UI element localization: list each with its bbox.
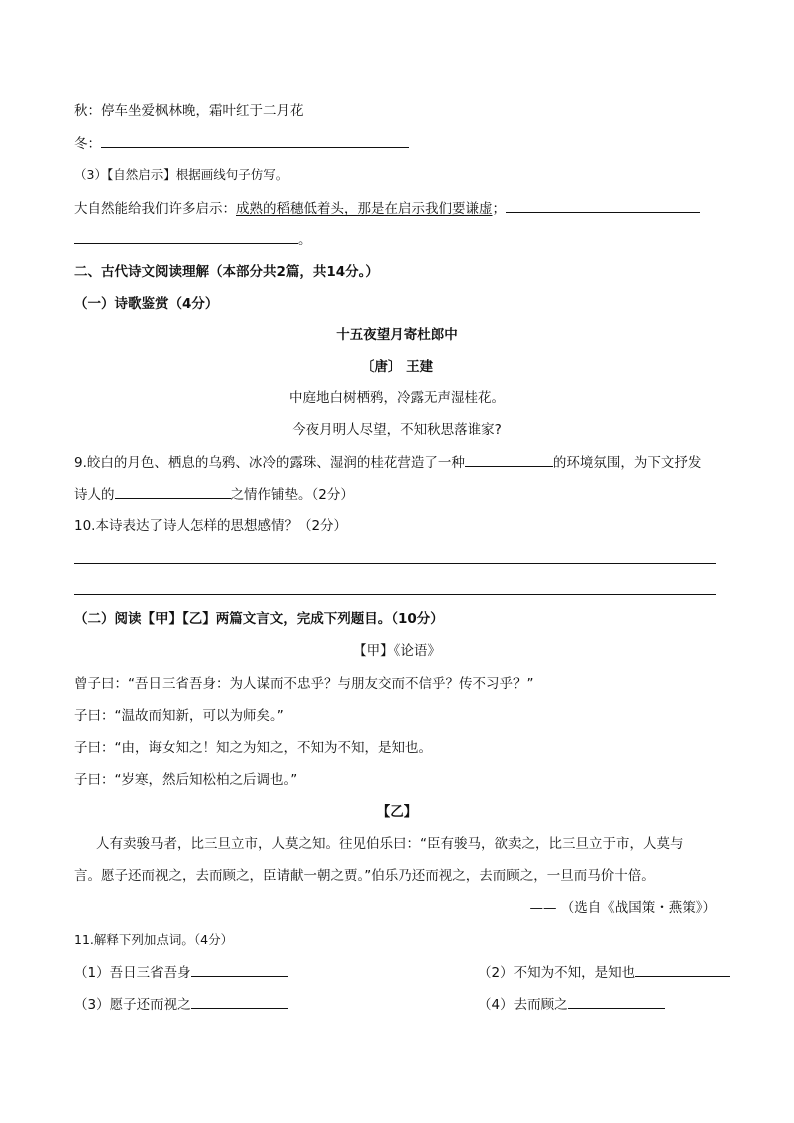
q10-answer-line-2[interactable] — [74, 594, 716, 595]
poem-line-1-text: 中庭地白树栖鸦，冷露无声湿桂花。 — [289, 390, 505, 406]
q11-row-2 — [74, 994, 716, 1015]
yi-title — [0, 802, 794, 822]
yi-paragraph-line-1 — [96, 834, 716, 854]
jia-title-text: 【甲】《论语》 — [353, 643, 441, 659]
yi-paragraph-line-2 — [74, 866, 716, 886]
poem-author — [0, 357, 794, 377]
yi-source — [74, 898, 716, 918]
jia-line-4 — [74, 770, 716, 790]
yi-title-text: 【乙】 — [376, 804, 418, 820]
q11-answer-blank-1[interactable] — [191, 962, 288, 977]
section2-sub1 — [74, 294, 716, 314]
q9-line1 — [74, 452, 716, 473]
q11-answer-blank-3[interactable] — [191, 994, 288, 1009]
q10-answer-line-1[interactable] — [74, 563, 716, 564]
yi-source-text: —— （选自《战国策・燕策》） — [529, 900, 716, 916]
section2-title-text: 二、古代诗文阅读理解（本部分共2篇，共14分。） — [74, 264, 379, 280]
poem-line-2 — [0, 420, 794, 440]
jia-line-4-text: 子曰：“岁寒，然后知松柏之后调也。” — [74, 772, 298, 788]
winter-label: 冬： — [74, 136, 101, 152]
q9-part1: 9.皎白的月色、栖息的乌鸦、冰冷的露珠、湿润的桂花营造了一种 — [74, 455, 465, 471]
q9-part2: 的环境氛围，为下文抒发 — [552, 455, 702, 471]
q3-answer-blank-1[interactable] — [506, 198, 700, 213]
jia-line-1-text: 曾子曰：“吾日三省吾身：为人谋而不忠乎？与朋友交而不信乎？传不习乎？” — [74, 676, 534, 692]
q9-part4: 之情作铺垫。（2分） — [230, 487, 354, 503]
section2-sub1-text: （一）诗歌鉴赏（4分） — [74, 296, 219, 312]
section2-sub2 — [74, 609, 716, 629]
q3-end: 。 — [298, 232, 312, 248]
q11-row-1 — [74, 962, 716, 983]
poem-title-text: 十五夜望月寄杜郎中 — [336, 327, 458, 343]
poem-line-2-text: 今夜月明人尽望，不知秋思落谁家? — [292, 422, 502, 438]
q11-item-4: （4）去而顾之 — [478, 997, 568, 1013]
q3-line2 — [74, 229, 716, 250]
q3-underlined-sentence: 成熟的稻穗低着头，那是在启示我们要谦虚 — [236, 201, 493, 217]
q11-heading-text: 11.解释下列加点词。（4分） — [74, 932, 234, 947]
q3-prefix: 大自然能给我们许多启示： — [74, 201, 236, 217]
q11-item-2: （2）不知为不知，是知也 — [478, 965, 636, 981]
q11-item-3: （3）愿子还而视之 — [74, 997, 191, 1013]
jia-line-3-text: 子曰：“由，诲女知之！知之为知之，不知为不知，是知也。 — [74, 740, 432, 756]
q9-answer-blank-1[interactable] — [465, 452, 553, 467]
yi-paragraph-line-2-text: 言。愿子还而视之，去而顾之，臣请献一朝之贾。”伯乐乃还而视之，去而顾之，一旦而马价十倍。 — [74, 868, 655, 884]
jia-line-2 — [74, 706, 716, 726]
q11-answer-blank-2[interactable] — [635, 962, 730, 977]
q11-item-4-wrap — [478, 994, 665, 1015]
q9-answer-blank-2[interactable] — [115, 484, 231, 499]
yi-paragraph-line-1-text: 人有卖骏马者，比三旦立市，人莫之知。往见伯乐曰：“臣有骏马，欲卖之，比三旦立于市，人莫与 — [96, 836, 684, 852]
winter-answer-blank[interactable] — [101, 133, 409, 148]
q3-heading-text: （3）【自然启示】根据画线句子仿写。 — [74, 167, 289, 182]
q9-part3: 诗人的 — [74, 487, 115, 503]
poem-author-text: 〔唐〕 王建 — [360, 359, 434, 375]
q11-item-1: （1）吾日三省吾身 — [74, 965, 191, 981]
q11-heading — [74, 930, 716, 950]
q11-item-2-wrap — [478, 962, 730, 983]
jia-line-1 — [74, 674, 716, 694]
section2-sub2-text: （二）阅读【甲】【乙】两篇文言文，完成下列题目。（10分） — [74, 611, 444, 627]
jia-line-3 — [74, 738, 716, 758]
jia-title — [0, 641, 794, 661]
q3-answer-blank-2[interactable] — [74, 229, 298, 244]
q10-question-text: 10.本诗表达了诗人怎样的思想感情？（2分） — [74, 518, 348, 534]
poem-title — [0, 325, 794, 345]
poem-line-1 — [0, 388, 794, 408]
q3-heading — [74, 165, 716, 185]
q3-line1 — [74, 198, 716, 219]
q10-question — [74, 516, 716, 536]
q3-semicolon: ； — [492, 201, 506, 217]
section2-title — [74, 262, 716, 282]
jia-line-2-text: 子曰：“温故而知新，可以为师矣。” — [74, 708, 284, 724]
winter-line — [74, 133, 716, 154]
autumn-line — [74, 101, 716, 121]
autumn-text: 秋：停车坐爱枫林晚，霜叶红于二月花 — [74, 103, 304, 119]
q11-answer-blank-4[interactable] — [568, 994, 665, 1009]
q9-line2 — [74, 484, 716, 505]
